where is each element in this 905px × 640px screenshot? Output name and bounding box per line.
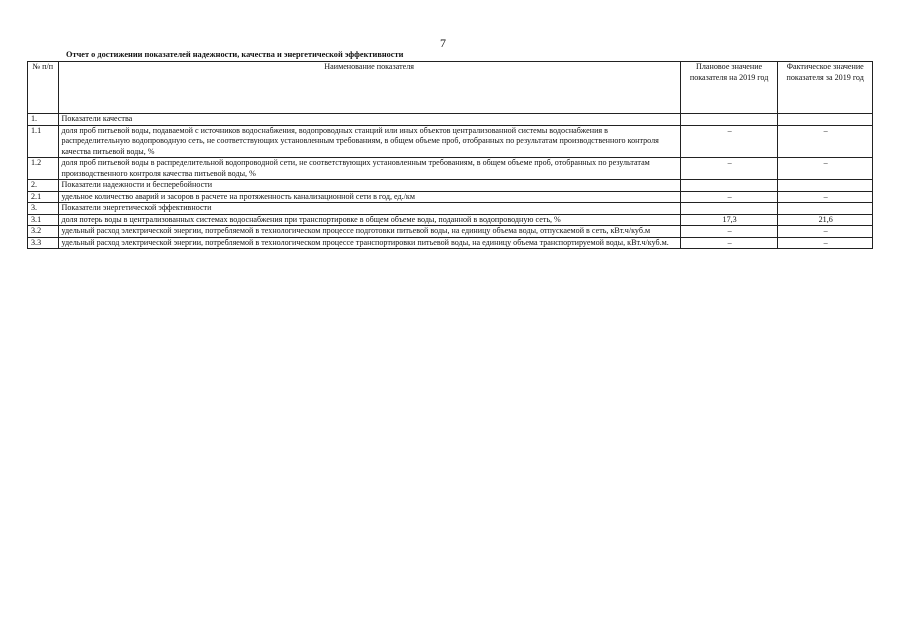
row-plan-value xyxy=(680,203,778,215)
table-row xyxy=(28,237,873,249)
row-plan-value xyxy=(680,180,778,192)
row-plan-value: – xyxy=(680,158,778,180)
table-row xyxy=(28,180,873,192)
row-indicator-name: Показатели качества xyxy=(58,114,680,126)
table-row xyxy=(28,114,873,126)
row-fact-value: – xyxy=(778,125,873,158)
row-indicator-name: Показатели надежности и бесперебойности xyxy=(58,180,680,192)
row-number: 2. xyxy=(28,180,59,192)
header-number: № п/п xyxy=(28,62,59,114)
row-indicator-name: доля проб питьевой воды в распределительной водопроводной сети, не соответствующих установленным требованиям, в общем объеме проб, отобранных по результатам производственного контроля качества питьевой воды, % xyxy=(58,158,680,180)
header-fact-value: Фактическое значение показателя за 2019 год xyxy=(778,62,873,114)
table-row xyxy=(28,158,873,180)
row-plan-value: – xyxy=(680,191,778,203)
row-indicator-name: доля проб питьевой воды, подаваемой с источников водоснабжения, водопроводных станций или иных объектов централизованной системы водоснабжения в распределительную водопроводную сеть, не соответствующих установленным требованиям, в общем объеме проб, отобранных по результатам производственного контроля качества питьевой воды, % xyxy=(58,125,680,158)
header-indicator-name: Наименование показателя xyxy=(58,62,680,114)
row-number: 3.3 xyxy=(28,237,59,249)
row-fact-value: 21,6 xyxy=(778,214,873,226)
row-plan-value xyxy=(680,114,778,126)
table-row xyxy=(28,226,873,238)
row-indicator-name: Показатели энергетической эффективности xyxy=(58,203,680,215)
page-number: 7 xyxy=(440,36,446,50)
table-header-row xyxy=(28,62,873,114)
indicators-table xyxy=(27,61,873,249)
row-fact-value: – xyxy=(778,191,873,203)
row-plan-value: – xyxy=(680,237,778,249)
row-number: 3. xyxy=(28,203,59,215)
row-number: 3.2 xyxy=(28,226,59,238)
row-plan-value: – xyxy=(680,226,778,238)
row-indicator-name: удельное количество аварий и засоров в расчете на протяженность канализационной сети в год, ед./км xyxy=(58,191,680,203)
row-indicator-name: удельный расход электрической энергии, потребляемой в технологическом процессе транспортировки питьевой воды, на единицу объема транспортируемой воды, кВт.ч/куб.м. xyxy=(58,237,680,249)
row-fact-value xyxy=(778,203,873,215)
row-plan-value: – xyxy=(680,125,778,158)
table-row xyxy=(28,125,873,158)
row-fact-value xyxy=(778,180,873,192)
row-number: 1.1 xyxy=(28,125,59,158)
table-row xyxy=(28,214,873,226)
row-fact-value: – xyxy=(778,237,873,249)
row-number: 2.1 xyxy=(28,191,59,203)
row-number: 3.1 xyxy=(28,214,59,226)
row-indicator-name: доля потерь воды в централизованных системах водоснабжения при транспортировке в общем объеме воды, поданной в водопроводную сеть, % xyxy=(58,214,680,226)
row-number: 1. xyxy=(28,114,59,126)
header-plan-value: Плановое значение показателя на 2019 год xyxy=(680,62,778,114)
table-row xyxy=(28,203,873,215)
row-number: 1.2 xyxy=(28,158,59,180)
row-fact-value xyxy=(778,114,873,126)
row-fact-value: – xyxy=(778,158,873,180)
row-plan-value: 17,3 xyxy=(680,214,778,226)
row-fact-value: – xyxy=(778,226,873,238)
row-indicator-name: удельный расход электрической энергии, потребляемой в технологическом процессе подготовки питьевой воды, на единицу объема воды, отпускаемой в сеть, кВт.ч/куб.м xyxy=(58,226,680,238)
report-title: Отчет о достижении показателей надежности, качества и энергетической эффективности xyxy=(66,50,404,59)
table-row xyxy=(28,191,873,203)
